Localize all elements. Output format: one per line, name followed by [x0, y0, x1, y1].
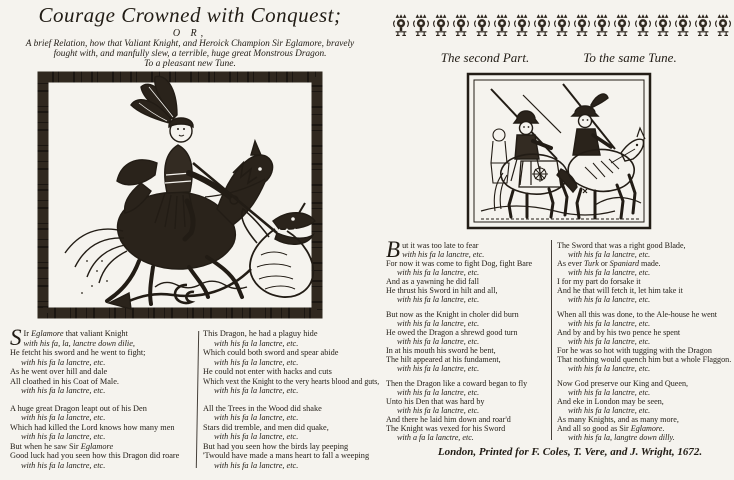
right-page	[380, 0, 734, 480]
fleuron-ornament-icon	[473, 8, 491, 44]
refrain-line: with his fa la lanctre, etc.	[568, 406, 651, 415]
verse-line: And by and by his two pence he spent	[557, 328, 681, 337]
refrain-line: with his fa, la, lanctre down dilie,	[23, 338, 135, 348]
verse-column-right-2	[557, 241, 731, 448]
column-divider	[196, 331, 199, 468]
fleuron-ornament-icon	[593, 8, 611, 44]
fleuron-ornament-icon	[674, 8, 692, 44]
refrain-line: with his fa la lanctre, etc.	[21, 460, 106, 470]
verse-line: Now God preserve our King and Queen,	[557, 379, 689, 388]
verse-line: All the Trees in the Wood did shake	[203, 403, 322, 413]
verse-line: For he was so hot with tugging with the Dragon	[557, 346, 712, 355]
fleuron-ornament-icon	[533, 8, 551, 44]
stanza	[386, 237, 548, 304]
fleuron-ornament-icon	[493, 8, 511, 44]
stanza	[557, 379, 731, 442]
refrain-line: with his fa la lanctre, etc.	[214, 413, 299, 422]
refrain-line: with his fa la lanctre, etc.	[397, 268, 480, 277]
stanza	[386, 379, 548, 442]
verse-line: As he went over hill and dale	[10, 367, 108, 376]
refrain-line: with his fa la lanctre, etc.	[568, 268, 651, 277]
stanza	[386, 310, 548, 373]
refrain-line: with his fa la lanctre, etc.	[397, 319, 480, 328]
verse-line: And eke in London may be seen,	[557, 397, 664, 406]
verse-line: Which could both sword and spear abide	[203, 348, 339, 357]
fleuron-ornament-icon	[412, 8, 430, 44]
imprint-line: London, Printed for F. Coles, T. Vere, and J. Wright, 1672.	[437, 446, 703, 458]
refrain-line: with his fa la lanctre, etc.	[21, 413, 106, 422]
or-line: O R,	[172, 28, 208, 39]
verse-line: He could not enter with hacks and cuts	[203, 367, 332, 376]
refrain-line: with his fa la lanctre, etc.	[214, 338, 299, 348]
fleuron-ornament-icon	[392, 8, 410, 44]
subtitle-line-1: A brief Relation, how that Valiant Knight, and Heroick Champion Sir Eglamore, bravely	[25, 39, 355, 49]
verse-line: He fetcht his sword and he went to fight;	[10, 348, 146, 357]
subtitle-line-2: fought with, and manfully slew, a terrible, huge great Monstrous Dragon.	[53, 49, 327, 59]
refrain-line: with his fa la lanctre, etc.	[568, 319, 651, 328]
ballad-title: Courage Crowned with Conquest;	[38, 3, 342, 27]
refrain-line: with his fa la lanctre, etc.	[397, 364, 480, 373]
verse-line: And there he laid him down and roar'd	[386, 415, 511, 424]
stanza	[203, 404, 379, 471]
fleuron-ornament-icon	[613, 8, 631, 44]
refrain-line: with his fa la lanctre, etc.	[568, 250, 651, 259]
same-tune-heading: To the same Tune.	[583, 50, 677, 65]
verse-line: ut it was too late to fear	[402, 241, 479, 250]
verse-line: 'Twould have made a mans heart to fall a weeping	[203, 451, 370, 460]
verse-line: Ir Eglamore that valiant Knight	[23, 329, 128, 338]
refrain-line: with his fa la lanctre, etc.	[21, 432, 106, 441]
verse-line: When all this was done, to the Ale-house he went	[557, 310, 718, 319]
verse-line: Which vext the Knight to the very hearts blood and guts,	[203, 376, 380, 386]
verse-line: The Knight was vexed for his Sword	[386, 424, 506, 433]
verse-column-left-1	[10, 325, 196, 478]
verse-line: For now it was come to fight Dog, fight Bare	[386, 259, 533, 268]
refrain-line: with his fa la lanctre, etc.	[568, 388, 651, 397]
fleuron-ornament-icon	[553, 8, 571, 44]
verse-line: And he that will fetch it, let him take it	[557, 286, 683, 295]
drop-cap: S	[10, 325, 22, 350]
verse-line: He thrust his Sword in hilt and all,	[386, 286, 498, 295]
stanza	[10, 325, 196, 396]
refrain-line: with his fa la lanctre, etc.	[214, 386, 299, 395]
fleuron-ornament-icon	[432, 8, 450, 44]
verse-column-right-1	[386, 237, 548, 448]
refrain-line: with his fa la lanctre, etc.	[214, 432, 299, 441]
stanza	[10, 404, 196, 471]
verse-line: And as a yawning he did fall	[386, 277, 480, 286]
verse-line: Stars did tremble, and men did quake,	[203, 422, 329, 432]
refrain-line: with his fa la lanctre, etc.	[21, 357, 106, 367]
refrain-line: with his fa la lanctre, etc.	[402, 250, 485, 259]
refrain-line: with his fa la lanctre, etc.	[397, 337, 480, 346]
fleuron-ornament-icon	[573, 8, 591, 44]
verse-column-left-2	[203, 329, 379, 478]
refrain-line: with his fa la lanctre, etc.	[397, 295, 480, 304]
knight-slaying-dragon-woodcut	[37, 71, 323, 319]
verse-line: He owed the Dragon a shrewd good turn	[386, 328, 518, 337]
second-part-heading: The second Part.	[440, 50, 530, 65]
column-divider	[551, 240, 552, 440]
verse-line: But when he saw Sir Eglamore	[10, 441, 114, 451]
verse-line: Unto his Den that was hard by	[386, 397, 485, 406]
tune-line: To a pleasant new Tune.	[144, 59, 236, 69]
verse-line: That nothing would quench him but a whole Flaggon.	[557, 355, 732, 364]
refrain-line: with his fa la lanctre, etc.	[568, 337, 651, 346]
verse-line: In at his mouth his sword he bent,	[386, 346, 496, 355]
two-knights-woodcut	[465, 71, 653, 231]
refrain-line: with a fa la lanctre, etc.	[397, 433, 474, 442]
fleuron-ornament-icon	[654, 8, 672, 44]
verse-line: Then the Dragon like a coward began to fly	[386, 379, 528, 388]
stanza	[203, 329, 379, 396]
ornament-band	[392, 8, 732, 44]
fleuron-ornament-icon	[694, 8, 712, 44]
verse-line: And all so good as Sir Eglamore.	[557, 424, 665, 433]
verse-line: But now as the Knight in choler did burn	[386, 310, 519, 319]
verse-line: As ever Turk or Spaniard made.	[557, 259, 661, 268]
fleuron-ornament-icon	[452, 8, 470, 44]
verse-line: The hilt appeared at his fundament,	[386, 355, 501, 364]
refrain-line: with his fa la lanctre, etc.	[397, 406, 480, 415]
stanza	[557, 310, 731, 373]
fleuron-ornament-icon	[714, 8, 732, 44]
verse-line: This Dragon, he had a plaguy hide	[203, 329, 318, 338]
refrain-line: with his fa la lanctre, etc.	[214, 460, 299, 470]
verse-line: Which had killed the Lord knows how many men	[10, 422, 175, 432]
verse-line: Good luck had you seen how this Dragon did roare	[10, 451, 180, 460]
refrain-line: with his fa la lanctre, etc.	[214, 357, 299, 367]
verse-line: The Sword that was a right good Blade,	[557, 241, 686, 250]
verse-line: All cloathed in his Coat of Male.	[10, 376, 119, 386]
verse-line: But had you seen how the birds lay peeping	[203, 441, 349, 451]
fleuron-ornament-icon	[513, 8, 531, 44]
drop-cap: B	[386, 237, 401, 262]
fleuron-ornament-icon	[634, 8, 652, 44]
refrain-line: with his fa la lanctre, etc.	[568, 295, 651, 304]
refrain-line: with his fa la lanctre, etc.	[397, 388, 480, 397]
refrain-line: with his fa la lanctre, etc.	[568, 364, 651, 373]
refrain-line: with his fa la, langtre down dilly.	[568, 433, 675, 442]
verse-line: As many Knights, and as many more,	[557, 415, 679, 424]
refrain-line: with his fa la lanctre, etc.	[21, 386, 106, 395]
verse-line: I for my part do forsake it	[557, 277, 641, 286]
stanza	[557, 241, 731, 304]
verse-line: A huge great Dragon leapt out of his Den	[10, 403, 147, 413]
